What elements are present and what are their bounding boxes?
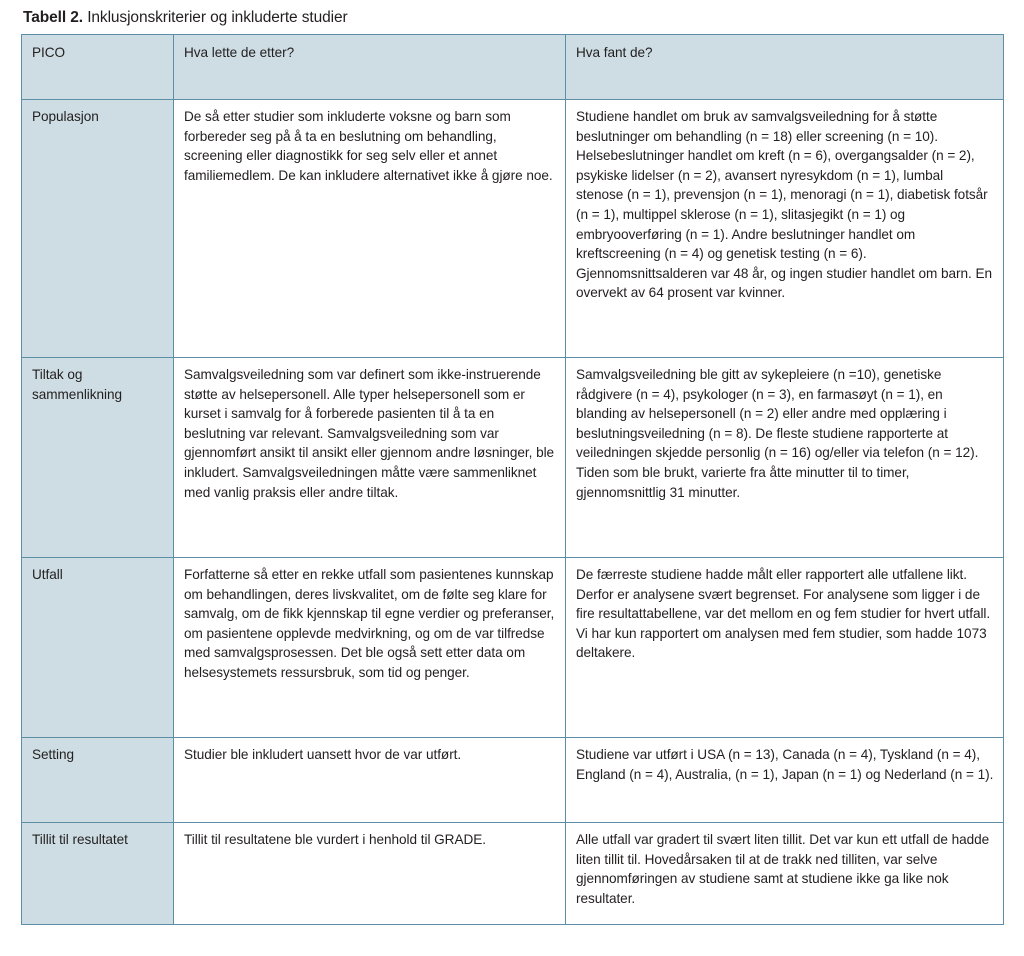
column-header-what-they-found <box>566 35 1004 100</box>
table-row <box>22 100 1004 358</box>
row-label-text: Setting <box>32 747 74 762</box>
row-found-text: Samvalgsveiledning ble gitt av sykepleiere (n =10), genetiske rådgivere (n = 4), psykologer (n = 3), en farmasøyt (n = 1), en blanding av helsepersonell (n = 2) eller andre med opplæring i beslutningsveiledning (n = 8). De fleste studiene rapporterte at veiledningen skjedde personlig (n = 16) og/eller via telefon (n = 12). Tiden som ble brukt, varierte fra åtte minutter til to timer, gjennomsnittlig 31 minutter. <box>576 367 982 500</box>
table-row <box>22 738 1004 823</box>
row-label-text: Utfall <box>32 567 63 582</box>
row-found-cell <box>566 100 1004 358</box>
table-caption-label: Tabell 2. <box>23 9 83 26</box>
row-looked-for-cell <box>174 558 566 738</box>
row-found-text: Alle utfall var gradert til svært liten tillit. Det var kun ett utfall de hadde liten tillit til. Hovedårsaken til at de trakk ned tilliten, var selve gjennomføringen av studiene samt at studiene ikke ga like nok resultater. <box>576 832 993 906</box>
row-label-cell <box>22 823 174 925</box>
column-header-pico <box>22 35 174 100</box>
inclusion-criteria-table <box>21 34 1004 925</box>
row-found-cell <box>566 558 1004 738</box>
column-header-pico-text: PICO <box>32 45 66 60</box>
row-looked-for-text: Studier ble inkludert uansett hvor de var utført. <box>184 747 462 762</box>
table-caption <box>23 8 1004 28</box>
row-looked-for-text: Samvalgsveiledning som var definert som ikke-instruerende støtte av helsepersonell. Alle typer helsepersonell som er kurset i samvalg for å forberede pasienten til å ta en beslutning var relevant. Samvalgsveiledning som var gjennomført ansikt til ansikt eller gjennom andre løsninger, ble inkludert. Samvalgsveiledningen måtte være sammenliknet med vanlig praksis eller andre tiltak. <box>184 367 558 500</box>
row-label-cell <box>22 558 174 738</box>
column-header-what-they-looked-for-text: Hva lette de etter? <box>184 45 295 60</box>
row-label-text: Tiltak og sammenlikning <box>32 367 123 402</box>
row-found-text: De færreste studiene hadde målt eller rapportert alle utfallene likt. Derfor er analysene svært begrenset. For analysene som ligger i de fire resultattabellene, var det mellom en og fem studier for hvert utfall. Vi har kun rapportert om analysen med fem studier, som hadde 1073 deltakere. <box>576 567 994 661</box>
row-found-text: Studiene var utført i USA (n = 13), Canada (n = 4), Tyskland (n = 4), England (n = 4), Australia, (n = 1), Japan (n = 1) og Nederland (n = 1). <box>576 747 994 782</box>
table-row <box>22 558 1004 738</box>
table-header-row <box>22 35 1004 100</box>
column-header-what-they-found-text: Hva fant de? <box>576 45 653 60</box>
table-row <box>22 358 1004 558</box>
row-looked-for-cell <box>174 358 566 558</box>
row-label-cell <box>22 100 174 358</box>
column-header-what-they-looked-for <box>174 35 566 100</box>
row-found-text: Studiene handlet om bruk av samvalgsveiledning for å støtte beslutninger om behandling (n = 18) eller screening (n = 10). Helsebeslutninger handlet om kreft (n = 6), overgangsalder (n = 2), psykiske lidelser (n = 2), avansert nyresykdom (n = 1), lumbal stenose (n = 1), prevensjon (n = 1), menoragi (n = 1), diabetisk fotsår (n = 1), multippel sklerose (n = 1), slitasjegikt (n = 1) og embryooverføring (n = 1). Andre beslutninger handlet om kreftscreening (n = 4) og genetisk testing (n = 6). Gjennomsnittsalderen var 48 år, og ingen studier handlet om barn. En overvekt av 64 prosent var kvinner. <box>576 109 996 301</box>
row-looked-for-text: De så etter studier som inkluderte voksne og barn som forbereder seg på å ta en beslutning om behandling, screening eller diagnostikk for seg selv eller et annet familiemedlem. De kan inkludere alternativet ikke å gjøre noe. <box>184 109 553 183</box>
row-found-cell <box>566 823 1004 925</box>
row-label-text: Tillit til resultatet <box>32 832 128 847</box>
table-caption-text: Inklusjonskriterier og inkluderte studier <box>82 9 348 26</box>
row-found-cell <box>566 358 1004 558</box>
row-looked-for-text: Tillit til resultatene ble vurdert i henhold til GRADE. <box>184 832 486 847</box>
table-row <box>22 823 1004 925</box>
row-looked-for-cell <box>174 738 566 823</box>
row-label-cell <box>22 358 174 558</box>
row-looked-for-text: Forfatterne så etter en rekke utfall som pasientenes kunnskap om behandlingen, deres livskvalitet, om de følte seg klare for samvalg, om de fikk kjennskap til egne verdier og preferanser, om pasientene opplevde medvirkning, og om de var tilfredse med samvalgsprosessen. Det ble også sett etter data om helsesystemets ressursbruk, som tid og penger. <box>184 567 558 680</box>
row-label-text: Populasjon <box>32 109 99 124</box>
row-found-cell <box>566 738 1004 823</box>
row-looked-for-cell <box>174 823 566 925</box>
row-label-cell <box>22 738 174 823</box>
row-looked-for-cell <box>174 100 566 358</box>
